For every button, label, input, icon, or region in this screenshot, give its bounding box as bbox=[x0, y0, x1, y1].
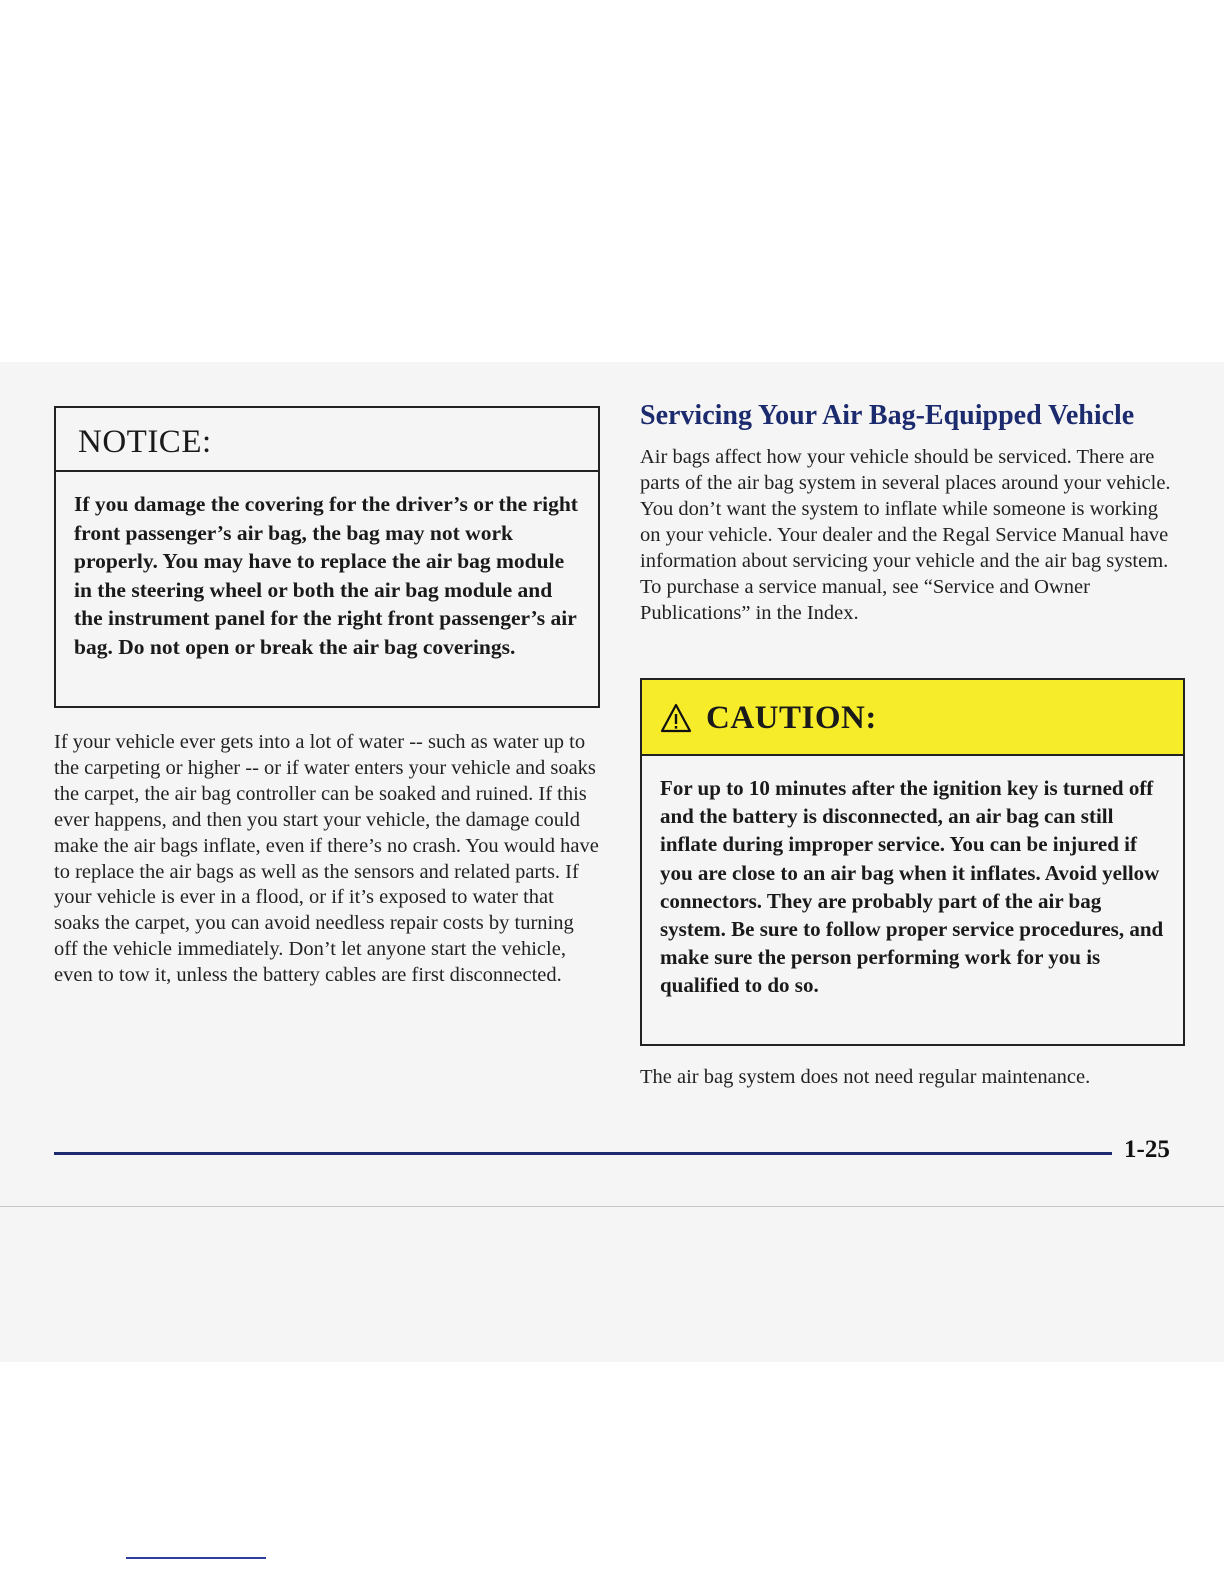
notice-body: If you damage the covering for the driver’s or the right front passenger’s air bag, the bag may not work properly. You may have to replace the air bag module in the steering wheel or both the air bag module and the instrument panel for the right front passenger’s air bag. Do not open or break the air bag coverings. bbox=[74, 492, 578, 659]
caution-header bbox=[642, 680, 1183, 756]
footer-rule bbox=[54, 1152, 1112, 1155]
section-title: Servicing Your Air Bag-Equipped Vehicle bbox=[640, 400, 1135, 431]
bottom-link-underline bbox=[126, 1557, 266, 1559]
caution-body: For up to 10 minutes after the ignition key is turned off and the battery is disconnected, an air bag can still inflate during improper service. You can be injured if you are close to an air bag when it inflates. Avoid yellow connectors. They are probably part of the air bag system. Be sure to follow proper service procedures, and make sure the person performing work for you is qualified to do so. bbox=[660, 776, 1164, 998]
warning-triangle-icon bbox=[660, 703, 692, 733]
notice-title: NOTICE: bbox=[56, 408, 598, 472]
caution-box bbox=[640, 678, 1185, 1046]
flood-warning-paragraph: If your vehicle ever gets into a lot of water -- such as water up to the carpeting or higher -- or if water enters your vehicle and soaks the carpet, the air bag controller can be soaked and ruined. If this ever happens, and then you start your vehicle, the damage could make the air bags inflate, even if there’s no crash. You would have to replace the air bags as well as the sensors and related parts. If your vehicle is ever in a flood, or if it’s exposed to water that soaks the carpet, you can avoid needless repair costs by turning off the vehicle immediately. Don’t let anyone start the vehicle, even to tow it, unless the battery cables are first disconnected. bbox=[54, 731, 599, 987]
maintenance-note: The air bag system does not need regular maintenance. bbox=[640, 1066, 1091, 1088]
servicing-paragraph: Air bags affect how your vehicle should be serviced. There are parts of the air bag system in several places around your vehicle. You don’t want the system to inflate while someone is working on your vehicle. Your dealer and the Regal Service Manual have information about servicing your vehicle and the air bag system. To purchase a service manual, see “Service and Owner Publications” in the Index. bbox=[640, 446, 1171, 624]
caution-title: CAUTION: bbox=[706, 699, 877, 736]
page-number: 1-25 bbox=[1124, 1136, 1170, 1163]
page-edge-divider bbox=[0, 1206, 1224, 1207]
notice-box bbox=[54, 406, 600, 708]
